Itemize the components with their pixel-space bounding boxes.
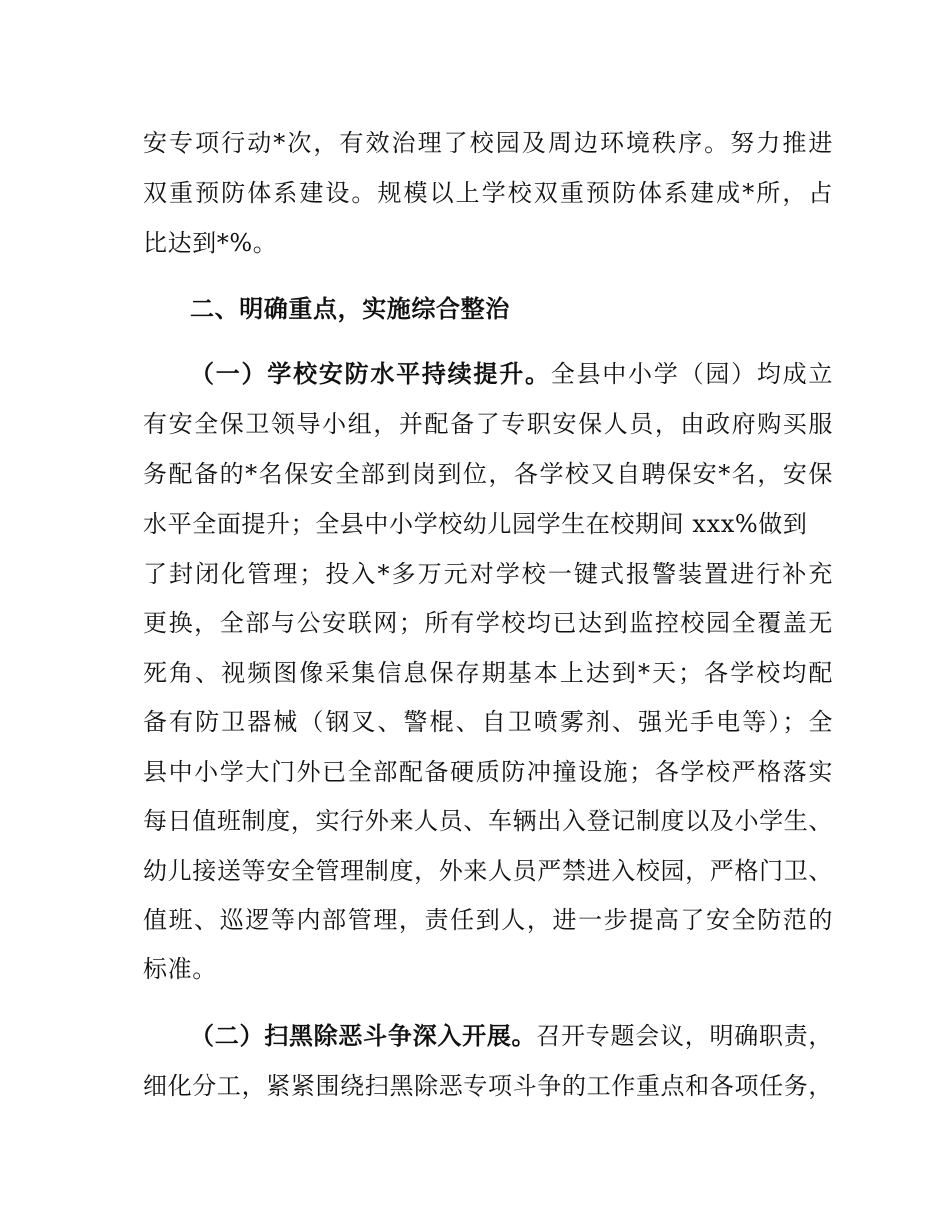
para1-first-line [190,358,833,390]
para1-line: 水平全面提升；全县中小学校幼儿园学生在校期间 xxx%做到 [143,510,808,538]
intro-line-3: 比达到*%。 [143,229,278,257]
para1-line: 幼儿接送等安全管理制度，外来人员严禁进入校园，严格门卫、 [143,857,833,885]
para1-line: 值班、巡逻等内部管理，责任到人，进一步提高了安全防范的 [143,906,833,934]
section-heading: 二、明确重点，实施综合整治 [190,295,510,323]
para1-line: 了封闭化管理；投入*多万元对学校一键式报警装置进行补充 [143,560,833,588]
intro-line-2: 双重预防体系建设。规模以上学校双重预防体系建成*所，占 [143,179,833,207]
para2-line: 细化分工，紧紧围绕扫黑除恶专项斗争的工作重点和各项任务， [143,1072,833,1100]
para2-first-rest: 召开专题会议，明确职责， [536,1022,834,1050]
para1-line: 有安全保卫领导小组，并配备了专职安保人员，由政府购买服 [143,410,833,438]
para1-line: 死角、视频图像采集信息保存期基本上达到*天；各学校均配 [143,659,833,687]
para1-line: 县中小学大门外已全部配备硬质防冲撞设施；各学校严格落实 [143,758,833,786]
para1-line: 每日值班制度，实行外来人员、车辆出入登记制度以及小学生、 [143,807,833,835]
para1-line: 务配备的*名保安全部到岗到位，各学校又自聘保安*名，安保 [143,460,833,488]
para1-first-rest: 全县中小学（园）均成立 [550,360,833,388]
para1-line: 更换，全部与公安联网；所有学校均已达到监控校园全覆盖无 [143,609,833,637]
para1-lead-heading: （一）学校安防水平持续提升。 [190,360,551,388]
para1-line: 标准。 [143,955,217,983]
para2-first-line [190,1020,833,1052]
intro-line-1: 安专项行动*次，有效治理了校园及周边环境秩序。努力推进 [143,129,833,157]
para1-line: 备有防卫器械（钢叉、警棍、自卫喷雾剂、强光手电等）；全 [143,708,833,736]
para2-lead-heading: （二）扫黑除恶斗争深入开展。 [190,1022,537,1050]
